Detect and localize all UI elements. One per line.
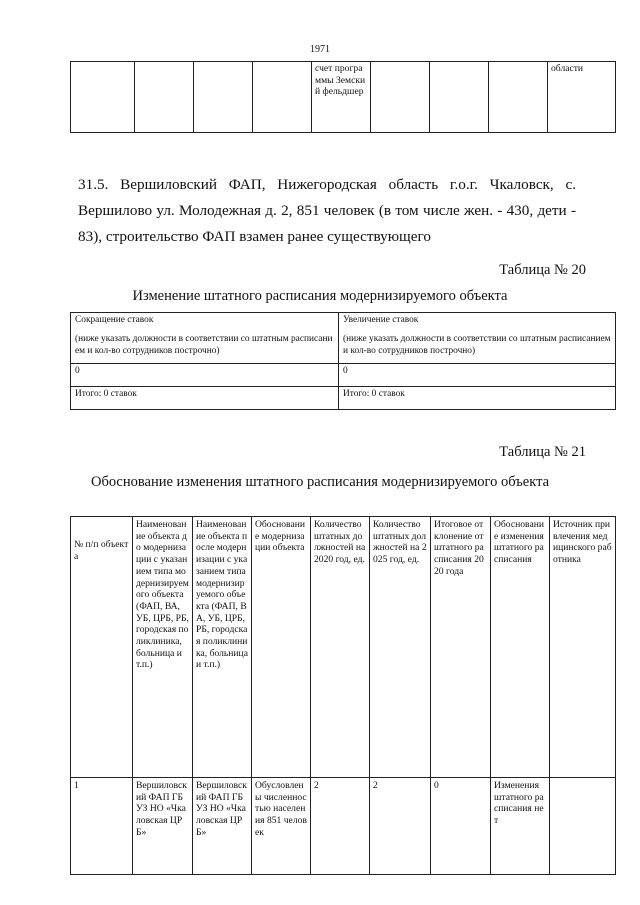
column-note: (ниже указать должности в соответствии со штатным расписанием и кол-во сотрудников построчно) <box>343 334 611 356</box>
table-cell: 1 <box>71 778 133 875</box>
section-paragraph <box>78 172 576 250</box>
column-header: Наименование объекта до модернизации с указанием типа модернизируемого объекта (ФАП, ВА, УБ, ЦРБ, РБ, городская поликлиника, больница и т.п.) <box>133 517 193 778</box>
table21 <box>70 516 616 875</box>
column-header: № п/п объекта <box>71 517 133 778</box>
page-number: 1971 <box>310 44 330 55</box>
table-cell: области <box>548 62 616 133</box>
table-cell <box>371 62 430 133</box>
table-cell: Итого: 0 ставок <box>339 387 616 410</box>
table-cell: 0 <box>339 364 616 387</box>
table-cell <box>339 313 616 364</box>
column-header: Наименование объекта после модернизации с указанием типа модернизируемого объекта (ФАП, ВА, УБ, ЦРБ, РБ, городская поликлиника, больница и т.п.) <box>193 517 252 778</box>
paragraph-line: 31.5. Вершиловский ФАП, Нижегородская область г.о.г. Чкаловск, с. <box>78 176 576 193</box>
table20-label: Таблица № 20 <box>499 262 586 278</box>
table-row <box>71 62 616 133</box>
paragraph-line: 83), строительство ФАП взамен ранее существующего <box>78 228 431 245</box>
table-cell: 2 <box>370 778 431 875</box>
table-cell <box>550 778 616 875</box>
table20 <box>70 312 616 410</box>
column-header: Итоговое отклонение от штатного расписания 2020 года <box>431 517 491 778</box>
table-row <box>71 313 616 364</box>
table-cell: Итого: 0 ставок <box>71 387 339 410</box>
table-cell: 0 <box>431 778 491 875</box>
column-header: Обоснование изменения штатного расписания <box>491 517 550 778</box>
table-cell <box>71 62 135 133</box>
top-table-fragment <box>70 61 616 133</box>
table-cell <box>430 62 489 133</box>
paragraph-line: Вершилово ул. Молодежная д. 2, 851 человек (в том числе жен. - 430, дети - <box>78 202 576 219</box>
table20-title: Изменение штатного расписания модернизируемого объекта <box>132 288 508 304</box>
column-header: Обоснование модернизации объекта <box>252 517 311 778</box>
column-header: Количество штатных должностей на 2025 год, ед. <box>370 517 431 778</box>
table-cell <box>135 62 194 133</box>
table-row <box>71 364 616 387</box>
table-cell <box>489 62 548 133</box>
table-cell: 2 <box>311 778 370 875</box>
table-cell <box>194 62 253 133</box>
table-row <box>71 778 616 875</box>
table-cell: Обусловлены численностью населения 851 человек <box>252 778 311 875</box>
column-header: Увеличение ставок <box>343 315 419 325</box>
column-note: (ниже указать должности в соответствии со штатным расписанием и кол-во сотрудников построчно) <box>75 334 333 356</box>
table21-label: Таблица № 21 <box>499 444 586 460</box>
table-cell: Изменения штатного расписания нет <box>491 778 550 875</box>
table-cell <box>253 62 312 133</box>
table-cell: Вершиловский ФАП ГБУЗ НО «Чкаловская ЦРБ» <box>133 778 193 875</box>
column-header: Сокращение ставок <box>75 315 154 325</box>
table-header-row <box>71 517 616 778</box>
table-cell: 0 <box>71 364 339 387</box>
table-cell <box>71 313 339 364</box>
table-cell: Вершиловский ФАП ГБУЗ НО «Чкаловская ЦРБ» <box>193 778 252 875</box>
table-row <box>71 387 616 410</box>
column-header: Количество штатных должностей на 2020 год, ед. <box>311 517 370 778</box>
column-header: Источник привлечения медицинского работника <box>550 517 616 778</box>
table21-title: Обоснование изменения штатного расписания модернизируемого объекта <box>90 474 550 490</box>
table-cell: счет программы Земский фельдшер <box>312 62 371 133</box>
